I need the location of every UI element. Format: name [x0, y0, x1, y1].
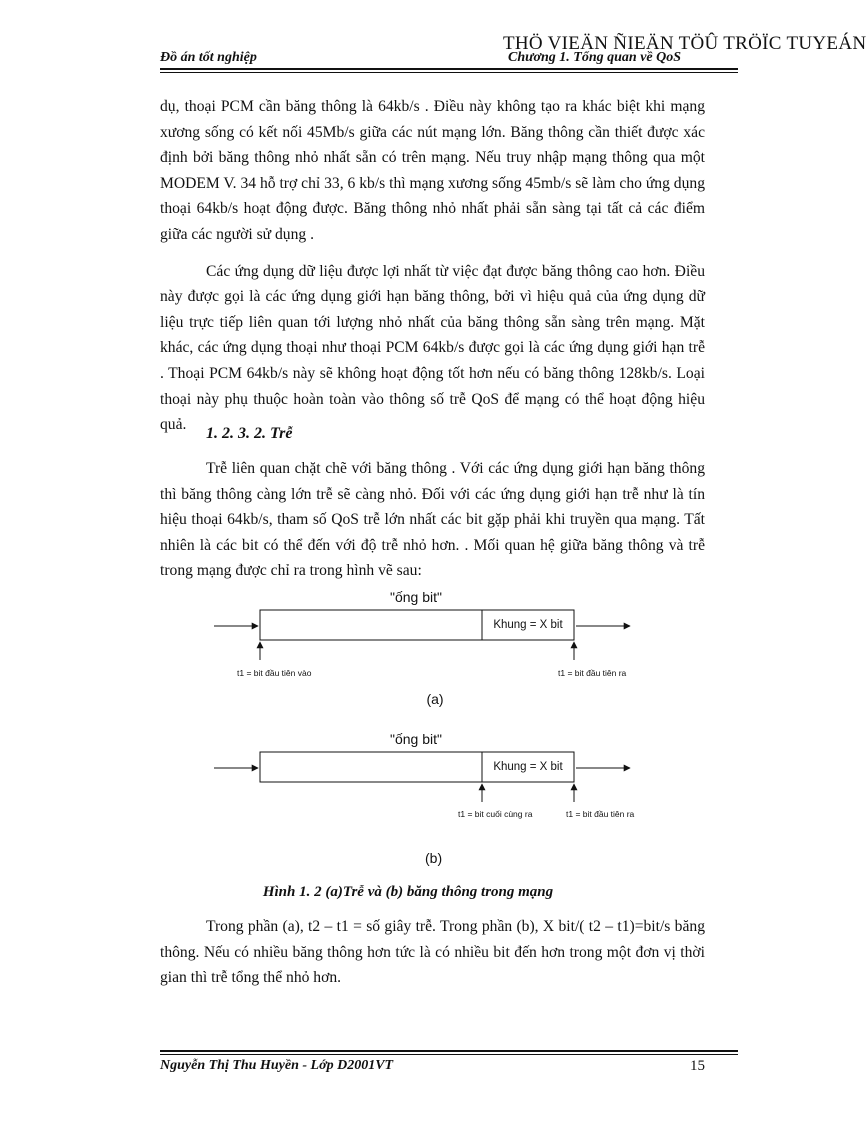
last-bit-out-label-b: t1 = bit cuối cùng ra — [458, 809, 533, 819]
footer-rule-thin — [160, 1054, 738, 1055]
page-number: 15 — [690, 1058, 705, 1074]
diagram-b — [214, 731, 635, 819]
frame-label-b: Khung = X bit — [493, 761, 563, 773]
figure-delay-bandwidth — [0, 580, 816, 820]
paragraph-bandwidth-example: dụ, thoại PCM cần băng thông là 64kb/s . Điều này không tạo ra khác biệt khi mạng xương sống có kết nối 45Mb/s giữa các nút mạng lớn. Băng thông cần thiết được xác định bởi băng thông nhỏ nhất sẵn có trên mạng. Nếu truy nhập mạng thông qua một MODEM V. 34 hỗ trợ chỉ 33, 6 kb/s thì mạng xương sống 45mb/s sẽ làm cho ứng dụng thoại 64kb/s hoạt động được. Băng thông nhỏ nhất phải sẵn sàng tại tất cả các điểm giữa các người sử dụng . — [160, 98, 705, 243]
footer-rule — [160, 1050, 738, 1052]
header-document-title: Đồ án tốt nghiệp — [160, 50, 257, 65]
body-text-delay — [160, 456, 705, 584]
first-bit-out-label-b: t1 = bit đầu tiên ra — [566, 809, 635, 819]
header-rule-thin — [160, 72, 738, 73]
sub-label-b: (b) — [425, 850, 443, 866]
body-text-top — [160, 94, 705, 438]
header-chapter-title: Chương 1. Tổng quan về QoS — [508, 50, 682, 65]
paragraph-data-applications: Các ứng dụng dữ liệu được lợi nhất từ việc đạt được băng thông cao hơn. Điều này được gọi là các ứng dụng giới hạn băng thông, bởi vì hiệu quả của ứng dụng dữ liệu trực tiếp liên quan tới lượng nhỏ nhất của băng thông sẵn sàng trên mạng. Mặt khác, các ứng dụng thoại như thoại PCM 64kb/s được gọi là các ứng dụng giới hạn trễ . Thoại PCM 64kb/s này sẽ không hoạt động tốt hơn nếu có băng thông 128kb/s. Loại thoại này phụ thuộc hoàn toàn vào thông số trễ QoS để mạng có thể hoạt động hiệu quả. — [160, 262, 705, 434]
section-heading-delay: 1. 2. 3. 2. Trễ — [206, 425, 293, 442]
pipe-label-b: "ống bit" — [390, 731, 442, 747]
pipe-label-a: "ống bit" — [390, 589, 442, 605]
body-text-bottom — [160, 914, 705, 991]
paragraph-delay: Trễ liên quan chặt chẽ với băng thông . Với các ứng dụng giới hạn băng thông thì băng thông càng lớn trễ sẽ càng nhỏ. Đối với các ứng dụng giới hạn trễ như là tín hiệu thoại 64kb/s, tham số QoS trễ lớn nhất các bit gặp phải khi truyền qua mạng. Tất nhiên là các bit có thể đến với độ trễ nhỏ hơn. . Mối quan hệ giữa băng thông và trễ trong mạng được chỉ ra trong hình vẽ sau: — [160, 460, 705, 580]
first-bit-in-label-a: t1 = bit đầu tiên vào — [237, 668, 312, 678]
sub-label-a: (a) — [426, 691, 444, 707]
first-bit-out-label-a: t1 = bit đầu tiên ra — [558, 668, 627, 678]
library-watermark: THÖ VIEÄN ÑIEÄN TÖÛ TRÖÏC TUYEÁN — [503, 33, 866, 54]
frame-label-a: Khung = X bit — [493, 619, 563, 631]
diagram-a — [214, 589, 630, 707]
paragraph-delay-bandwidth: Trong phần (a), t2 – t1 = số giây trễ. Trong phần (b), X bit/( t2 – t1)=bit/s băng thông. Nếu có nhiều băng thông hơn tức là có nhiều bit đến hơn trong một đơn vị thời gian thì trễ tổng thể nhỏ hơn. — [160, 918, 705, 987]
figure-caption: Hình 1. 2 (a)Trễ và (b) băng thông trong mạng — [262, 884, 554, 900]
header-rule — [160, 68, 738, 70]
footer-author: Nguyễn Thị Thu Huyền - Lớp D2001VT — [160, 1058, 394, 1073]
